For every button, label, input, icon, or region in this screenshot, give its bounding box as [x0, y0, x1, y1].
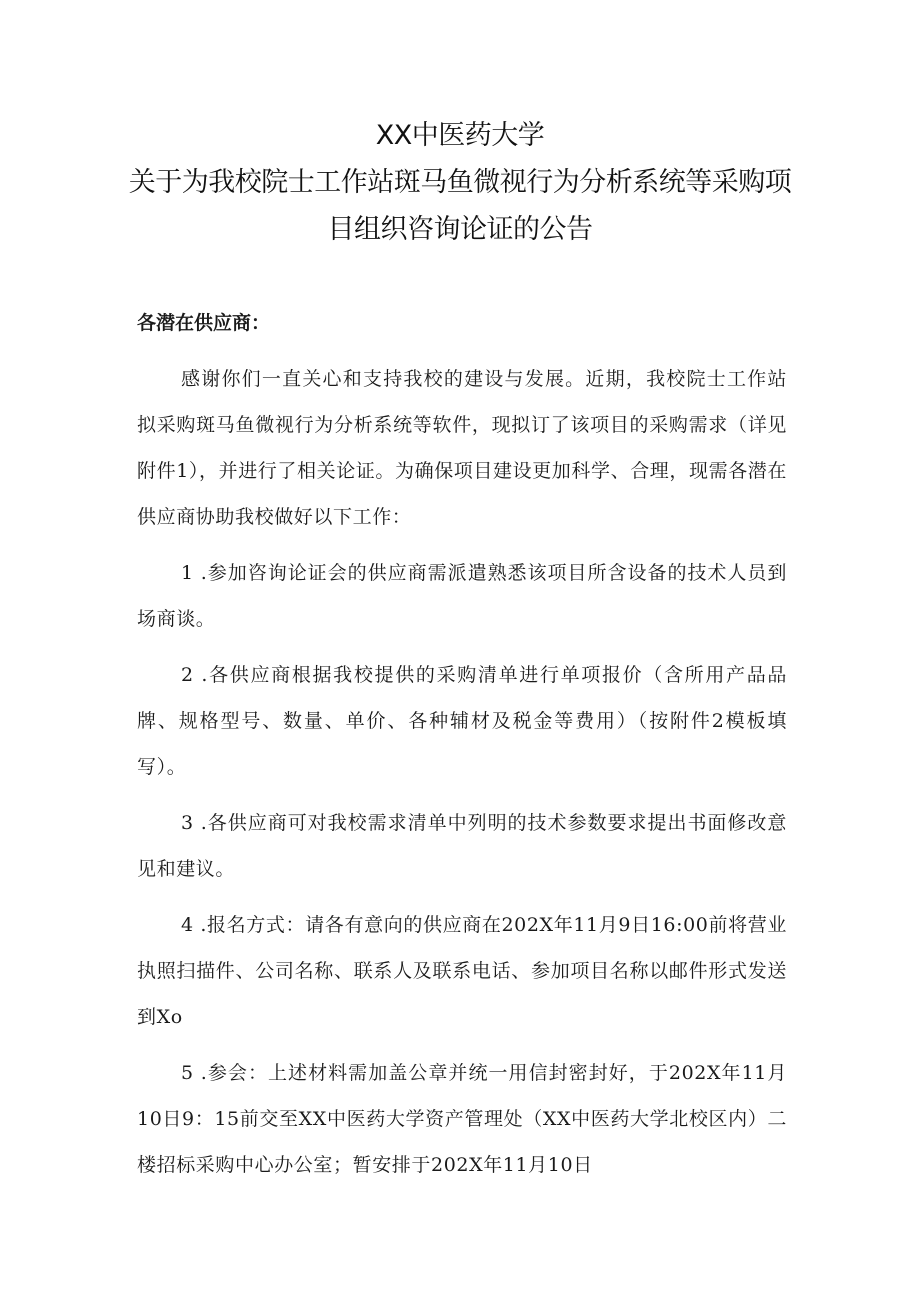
salutation: 各潜在供应商：: [137, 312, 271, 334]
paragraph-item-4: 4 .报名方式：请各有意向的供应商在202X年11月9日16:00前将营业执照扫描件、公司名称、联系人及联系电话、参加项目名称以邮件形式发送到Xo: [137, 914, 787, 1028]
title-line-university: XX中医药大学: [375, 120, 545, 151]
document-title: [100, 112, 820, 253]
paragraph-item-2: 2 .各供应商根据我校提供的采购清单进行单项报价（含所用产品品牌、规格型号、数量、单价、各种辅材及税金等费用）（按附件2模板填写）。: [137, 664, 787, 778]
title-line-subject: 关于为我校院士工作站斑马鱼微视行为分析系统等采购项: [128, 167, 792, 198]
paragraph-item-1: 1 .参加咨询论证会的供应商需派遣熟悉该项目所含设备的技术人员到场商谈。: [137, 562, 787, 630]
document-body: [137, 300, 787, 1198]
paragraph-item-5: 5 .参会：上述材料需加盖公章并统一用信封密封好，于202X年11月10日9：15前交至XX中医药大学资产管理处（XX中医药大学北校区内）二楼招标采购中心办公室；暂安排于202X年11月10日: [137, 1062, 787, 1176]
paragraph-intro: 感谢你们一直关心和支持我校的建设与发展。近期，我校院士工作站拟采购斑马鱼微视行为分析系统等软件，现拟订了该项目的采购需求（详见附件1），并进行了相关论证。为确保项目建设更加科学、合理，现需各潜在供应商协助我校做好以下工作：: [137, 368, 787, 528]
title-line-subject-cont: 目组织咨询论证的公告: [327, 214, 593, 245]
paragraph-item-3: 3 .各供应商可对我校需求清单中列明的技术参数要求提出书面修改意见和建议。: [137, 812, 787, 880]
